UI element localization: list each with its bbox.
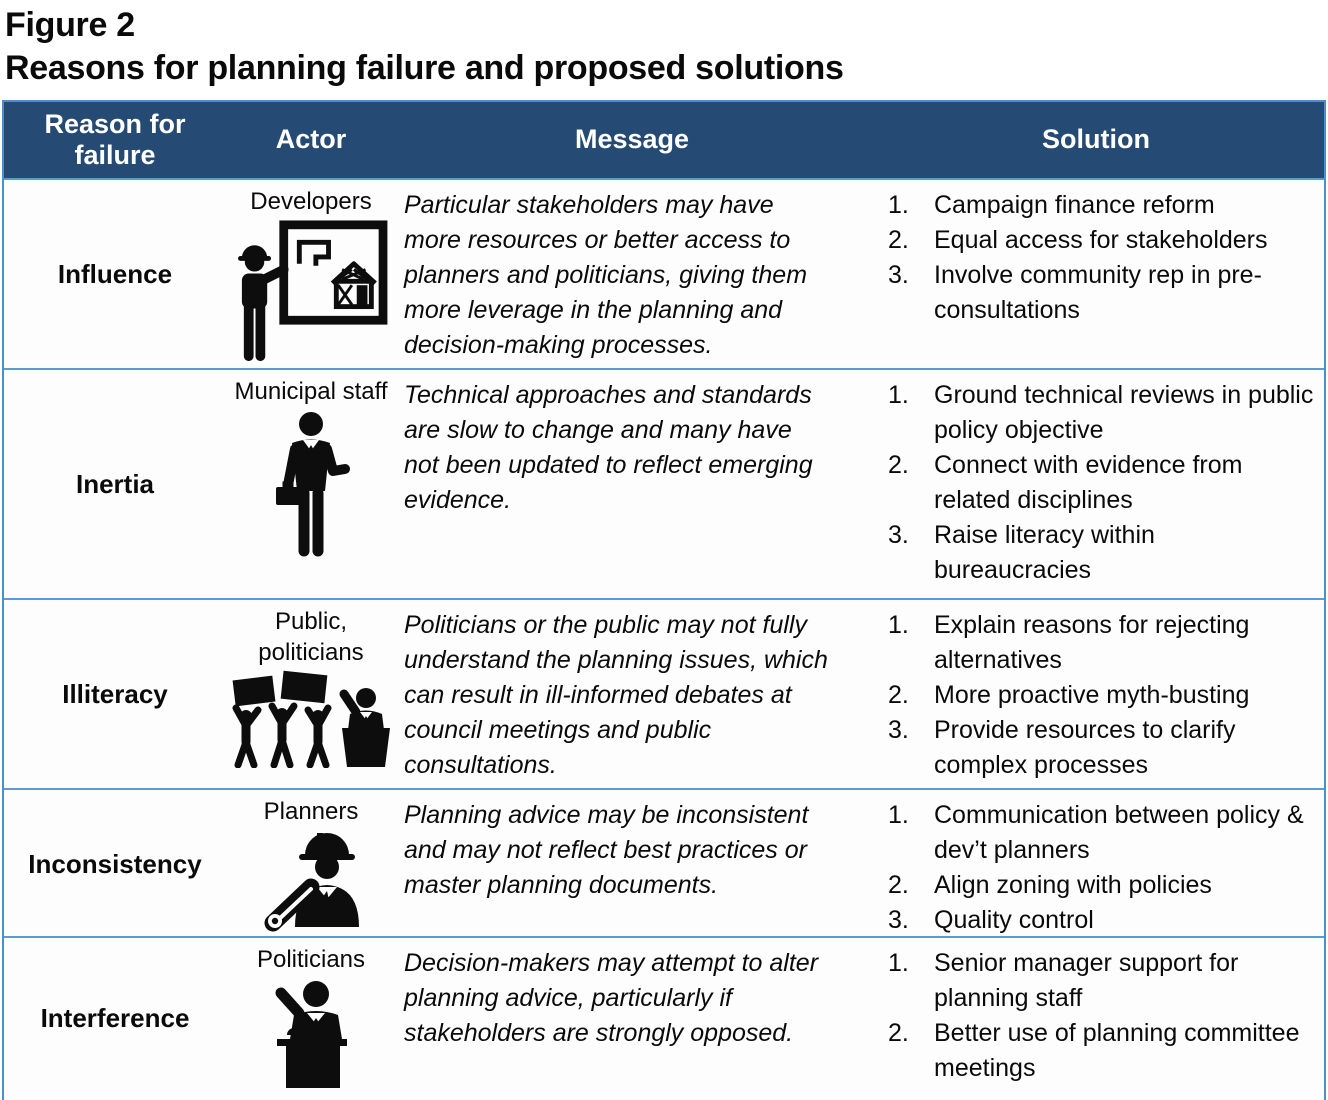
developer-presentation-icon: [232, 219, 390, 368]
protest-and-podium-icon: [226, 670, 396, 788]
message-text: Decision-makers may attempt to alter planning advice, particularly if stakeholders are strongly opposed.: [404, 949, 819, 1047]
reason-label: Illiteracy: [62, 678, 168, 709]
actor-label: Planners: [263, 798, 359, 825]
solution-item: Involve community rep in pre-consultations: [934, 261, 1262, 324]
actor-label: Developers: [250, 188, 372, 215]
solution-item: Connect with evidence from related disciplines: [934, 451, 1243, 514]
table-header-row: [4, 102, 1324, 178]
solution-list: [868, 180, 1324, 328]
figure-title: [5, 4, 844, 90]
reason-label: Influence: [57, 258, 173, 289]
politician-podium-icon: [261, 977, 361, 1098]
solution-item: Campaign finance reform: [934, 191, 1215, 219]
solution-list: [868, 600, 1324, 783]
reason-label: Inertia: [75, 468, 155, 499]
header-solution: Solution: [1042, 124, 1150, 155]
solution-list: [868, 938, 1324, 1086]
solution-item: Equal access for stakeholders: [934, 226, 1268, 254]
message-text: Politicians or the public may not fully understand the planning issues, which can result in ill-informed debates at council meetings and public consultations.: [404, 611, 828, 779]
solution-cell: [868, 370, 1324, 598]
solution-item: Align zoning with policies: [934, 871, 1212, 899]
solution-item: Senior manager support for planning staff: [934, 949, 1239, 1012]
table-row: [4, 598, 1324, 788]
solution-item: Better use of planning committee meetings: [934, 1019, 1300, 1082]
message-text: Particular stakeholders may have more resources or better access to planners and politicians, giving them more leverage in the planning and decision-making processes.: [404, 191, 808, 359]
solution-item: Quality control: [934, 906, 1094, 934]
municipal-staff-icon: [269, 409, 353, 598]
actor-cell: [226, 600, 396, 788]
table-row: [4, 178, 1324, 368]
solution-item: More proactive myth-busting: [934, 681, 1250, 709]
message-text: Technical approaches and standards are slow to change and many have not been updated to reflect emerging evidence.: [404, 381, 813, 514]
solution-list: [868, 790, 1324, 938]
solution-cell: [868, 938, 1324, 1098]
solution-item: Provide resources to clarify complex processes: [934, 716, 1236, 779]
actor-label: Politicians: [256, 946, 366, 973]
actor-cell: [226, 180, 396, 368]
actor-cell: [226, 370, 396, 598]
solution-item: Communication between policy & dev’t planners: [934, 801, 1304, 864]
figure-label: Figure 2: [5, 6, 135, 44]
solution-item: Explain reasons for rejecting alternatives: [934, 611, 1250, 674]
actor-cell: [226, 790, 396, 938]
reason-label: Inconsistency: [28, 848, 202, 879]
solution-cell: [868, 790, 1324, 938]
header-message: Message: [574, 124, 690, 155]
solution-cell: [868, 180, 1324, 368]
header-reason-for-failure: Reason for failure: [44, 108, 186, 170]
figure-caption: Reasons for planning failure and proposed solutions: [5, 48, 844, 87]
solution-cell: [868, 600, 1324, 788]
planner-blueprint-icon: [255, 829, 367, 938]
solution-list: [868, 370, 1324, 588]
solution-item: Raise literacy within bureaucracies: [934, 521, 1155, 584]
table-row: [4, 936, 1324, 1098]
reason-label: Interference: [40, 1002, 190, 1033]
message-text: Planning advice may be inconsistent and may not reflect best practices or master planning documents.: [404, 801, 809, 899]
table-row: [4, 368, 1324, 598]
header-actor: Actor: [275, 124, 347, 155]
actor-cell: [226, 938, 396, 1098]
actor-label: Municipal staff: [234, 378, 388, 405]
solution-item: Ground technical reviews in public policy objective: [934, 381, 1314, 444]
planning-failure-table: [2, 100, 1326, 1100]
actor-label: Public, politicians: [258, 608, 364, 667]
table-row: [4, 788, 1324, 936]
